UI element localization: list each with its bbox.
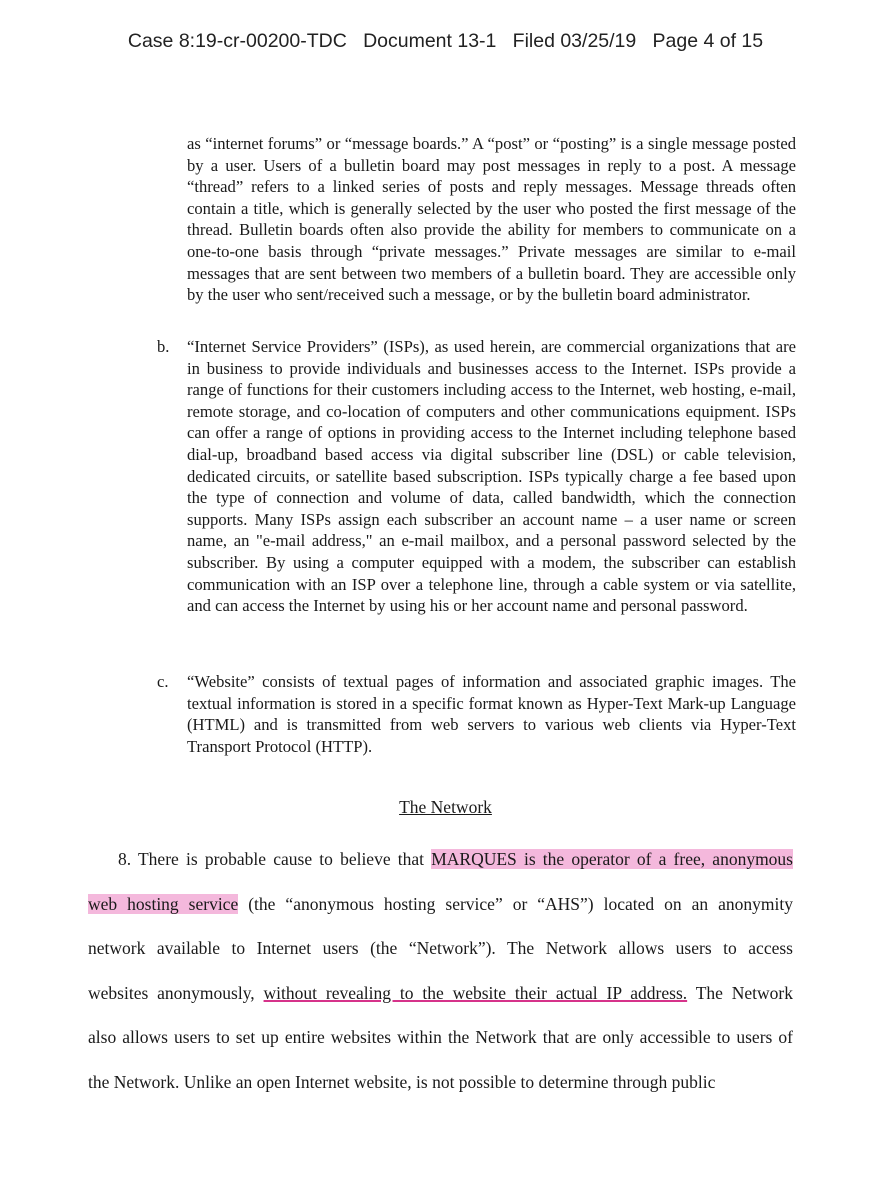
paragraph-line: network available to Internet users (the “Network”). The Network allows users to access	[88, 938, 793, 958]
paragraph-line	[88, 971, 793, 1016]
paragraph-line: also allows users to set up entire websites within the Network that are only accessible to users of	[88, 1027, 793, 1047]
item-letter: b.	[157, 337, 170, 356]
continued-definition-text: as “internet forums” or “message boards.” A “post” or “posting” is a single message posted by a user. Users of a bulletin board may post messages in reply to a post. A message “thread” refers to a linked series of posts and reply messages. Message threads often contain a title, which is generally selected by the user who posted the first message of the thread. Bulletin boards often also provide the ability for members to communicate on a one-to-one basis through “private messages.” Private messages are similar to e-mail messages that are sent between two members of a bulletin board. They are accessible only by the user who sent/received such a message, or by the bulletin board administrator.	[187, 134, 796, 305]
item-text: “Internet Service Providers” (ISPs), as used herein, are commercial organizations that are in business to provide individuals and businesses access to the Internet. ISPs provide a range of functions for their customers including access to the Internet, web hosting, e-mail, remote storage, and co-location of computers and other communications equipment. ISPs can offer a range of options in providing access to the Internet including telephone based dial-up, broadband based access via digital subscriber line (DSL) or cable television, dedicated circuits, or satellite based subscription. ISPs typically charge a fee based upon the type of connection and volume of data, called bandwidth, which the connection supports. Many ISPs assign each subscriber an account name – a user name or screen name, an "e-mail address," an e-mail mailbox, and a personal password selected by the subscriber. By using a computer equipped with a modem, the subscriber can establish communication with an ISP over a telephone line, through a cable system or via satellite, and can access the Internet by using his or her account name and personal password.	[187, 337, 796, 616]
definition-item-b	[157, 336, 796, 617]
paragraph-line	[88, 882, 793, 927]
underlined-text: without revealing to the website their actual IP address.	[263, 982, 688, 1003]
paragraph-8	[88, 837, 793, 1104]
document-number: Document 13-1	[363, 30, 497, 52]
item-text: “Website” consists of textual pages of information and associated graphic images. The textual information is stored in a specific format known as Hyper-Text Mark-up Language (HTML) and is transmitted from web servers to various web clients via Hyper-Text Transport Protocol (HTTP).	[187, 672, 796, 756]
case-number: Case 8:19-cr-00200-TDC	[127, 30, 347, 52]
case-header	[0, 30, 891, 53]
filed-date: Filed 03/25/19	[512, 30, 637, 52]
line-text: websites anonymously,	[88, 982, 264, 1003]
line-text: The Network	[687, 982, 794, 1003]
highlighted-text: web hosting service	[88, 893, 239, 914]
page-number: Page 4 of 15	[652, 30, 764, 52]
line-text: 8. There is probable cause to believe that	[118, 849, 432, 869]
paragraph-line: the Network. Unlike an open Internet website, is not possible to determine through public	[88, 1071, 716, 1092]
line-text: (the “anonymous hosting service” or “AHS”) located on an anonymity	[238, 893, 793, 914]
paragraph-line	[88, 837, 793, 882]
definition-item-c	[157, 671, 796, 757]
section-heading: The Network	[399, 797, 492, 817]
item-letter: c.	[157, 672, 169, 691]
highlighted-text: MARQUES is the operator of a free, anonymous	[431, 849, 793, 869]
